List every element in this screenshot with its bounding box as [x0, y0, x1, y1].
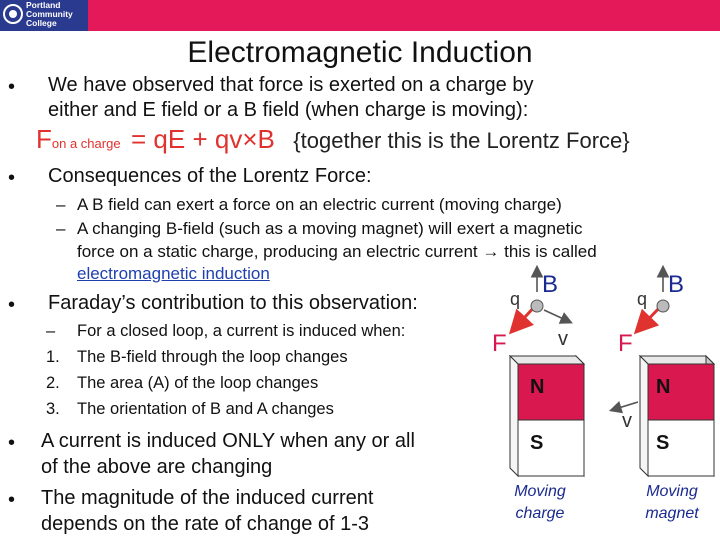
sub-item-1: A B field can exert a force on an electric current (moving charge) [77, 195, 562, 214]
right-q-label: q [637, 289, 648, 309]
bullet-5-line-2: depends on the rate of change of 1-3 [41, 513, 370, 535]
list-item-2: The area (A) of the loop changes [77, 374, 319, 392]
list-number-3: 3. [46, 400, 60, 418]
lorentz-formula [36, 124, 630, 155]
left-f-label: F [492, 330, 507, 357]
right-v-label: v [622, 410, 632, 432]
bullet-marker-1: • [8, 76, 16, 98]
formula-force: F [36, 124, 52, 154]
college-logo-text [26, 1, 73, 28]
bullet-marker-3: • [8, 294, 16, 316]
bullet-marker-2: • [8, 167, 16, 189]
left-caption-line-1: Moving [514, 483, 566, 500]
left-charge [531, 300, 543, 312]
left-caption [500, 481, 580, 525]
logo-line-2: Community [26, 9, 73, 19]
right-north-label: N [656, 376, 671, 398]
electromagnetic-induction-link[interactable]: electromagnetic induction [77, 264, 270, 283]
left-q-label: q [510, 289, 521, 309]
sub-item-2-line-1: A changing B-field (such as a moving magnet) will exert a magnetic [77, 219, 583, 238]
bullet-marker-5: • [8, 489, 16, 511]
bullet-4-line-1: A current is induced ONLY when any or all [41, 430, 415, 452]
right-velocity-arrow [612, 402, 638, 410]
left-magnet-south [518, 420, 584, 476]
bullet-marker-4: • [8, 432, 16, 454]
college-logo [0, 0, 88, 31]
bullet-1-line-1: We have observed that force is exerted on a charge by [48, 74, 534, 96]
right-south-label: S [656, 432, 670, 454]
right-charge [657, 300, 669, 312]
slide-title: Electromagnetic Induction [187, 36, 533, 69]
right-caption [632, 481, 712, 525]
list-dash: – [46, 322, 56, 340]
logo-line-3: College [26, 18, 57, 28]
logo-line-1: Portland [26, 0, 61, 10]
left-magnet-top [510, 356, 584, 364]
bullet-4-line-2: of the above are changing [41, 456, 273, 478]
header-banner [0, 0, 720, 31]
college-logo-icon [3, 4, 23, 24]
list-number-2: 2. [46, 374, 60, 392]
left-south-label: S [530, 432, 544, 454]
right-caption-line-1: Moving [646, 483, 698, 500]
formula-subscript: on a charge [51, 136, 121, 151]
left-velocity-arrow [544, 310, 570, 322]
right-caption-line-2: magnet [645, 505, 699, 522]
left-magnet-side-lower [510, 356, 518, 476]
sub-dash-2: – [56, 219, 66, 238]
list-item-3: The orientation of B and A changes [77, 400, 334, 418]
left-v-label: v [558, 328, 568, 350]
lorentz-note: {together this is the Lorentz Force} [293, 128, 630, 153]
bullet-5-line-1: The magnitude of the induced current [41, 487, 374, 509]
right-f-label: F [618, 330, 633, 357]
right-b-label: B [668, 271, 685, 298]
formula-equation: = qE + qv×B [131, 124, 275, 154]
left-caption-line-2: charge [515, 505, 565, 522]
left-north-label: N [530, 376, 545, 398]
bullet-3-text: Faraday’s contribution to this observation: [48, 292, 418, 314]
sub-item-2-line-2: force on a static charge, producing an electric current → this is called [77, 242, 597, 261]
left-b-label: B [542, 271, 559, 298]
list-intro: For a closed loop, a current is induced when: [77, 322, 406, 340]
sub-dash-1: – [56, 195, 66, 214]
bullet-1-line-2: either and E field or a B field (when charge is moving): [48, 99, 529, 121]
list-number-1: 1. [46, 348, 60, 366]
bullet-2-text: Consequences of the Lorentz Force: [48, 165, 372, 187]
right-magnet-side-lower [640, 356, 648, 476]
left-magnet-north [518, 364, 584, 420]
list-item-1: The B-field through the loop changes [77, 348, 348, 366]
right-magnet-top [640, 356, 714, 364]
